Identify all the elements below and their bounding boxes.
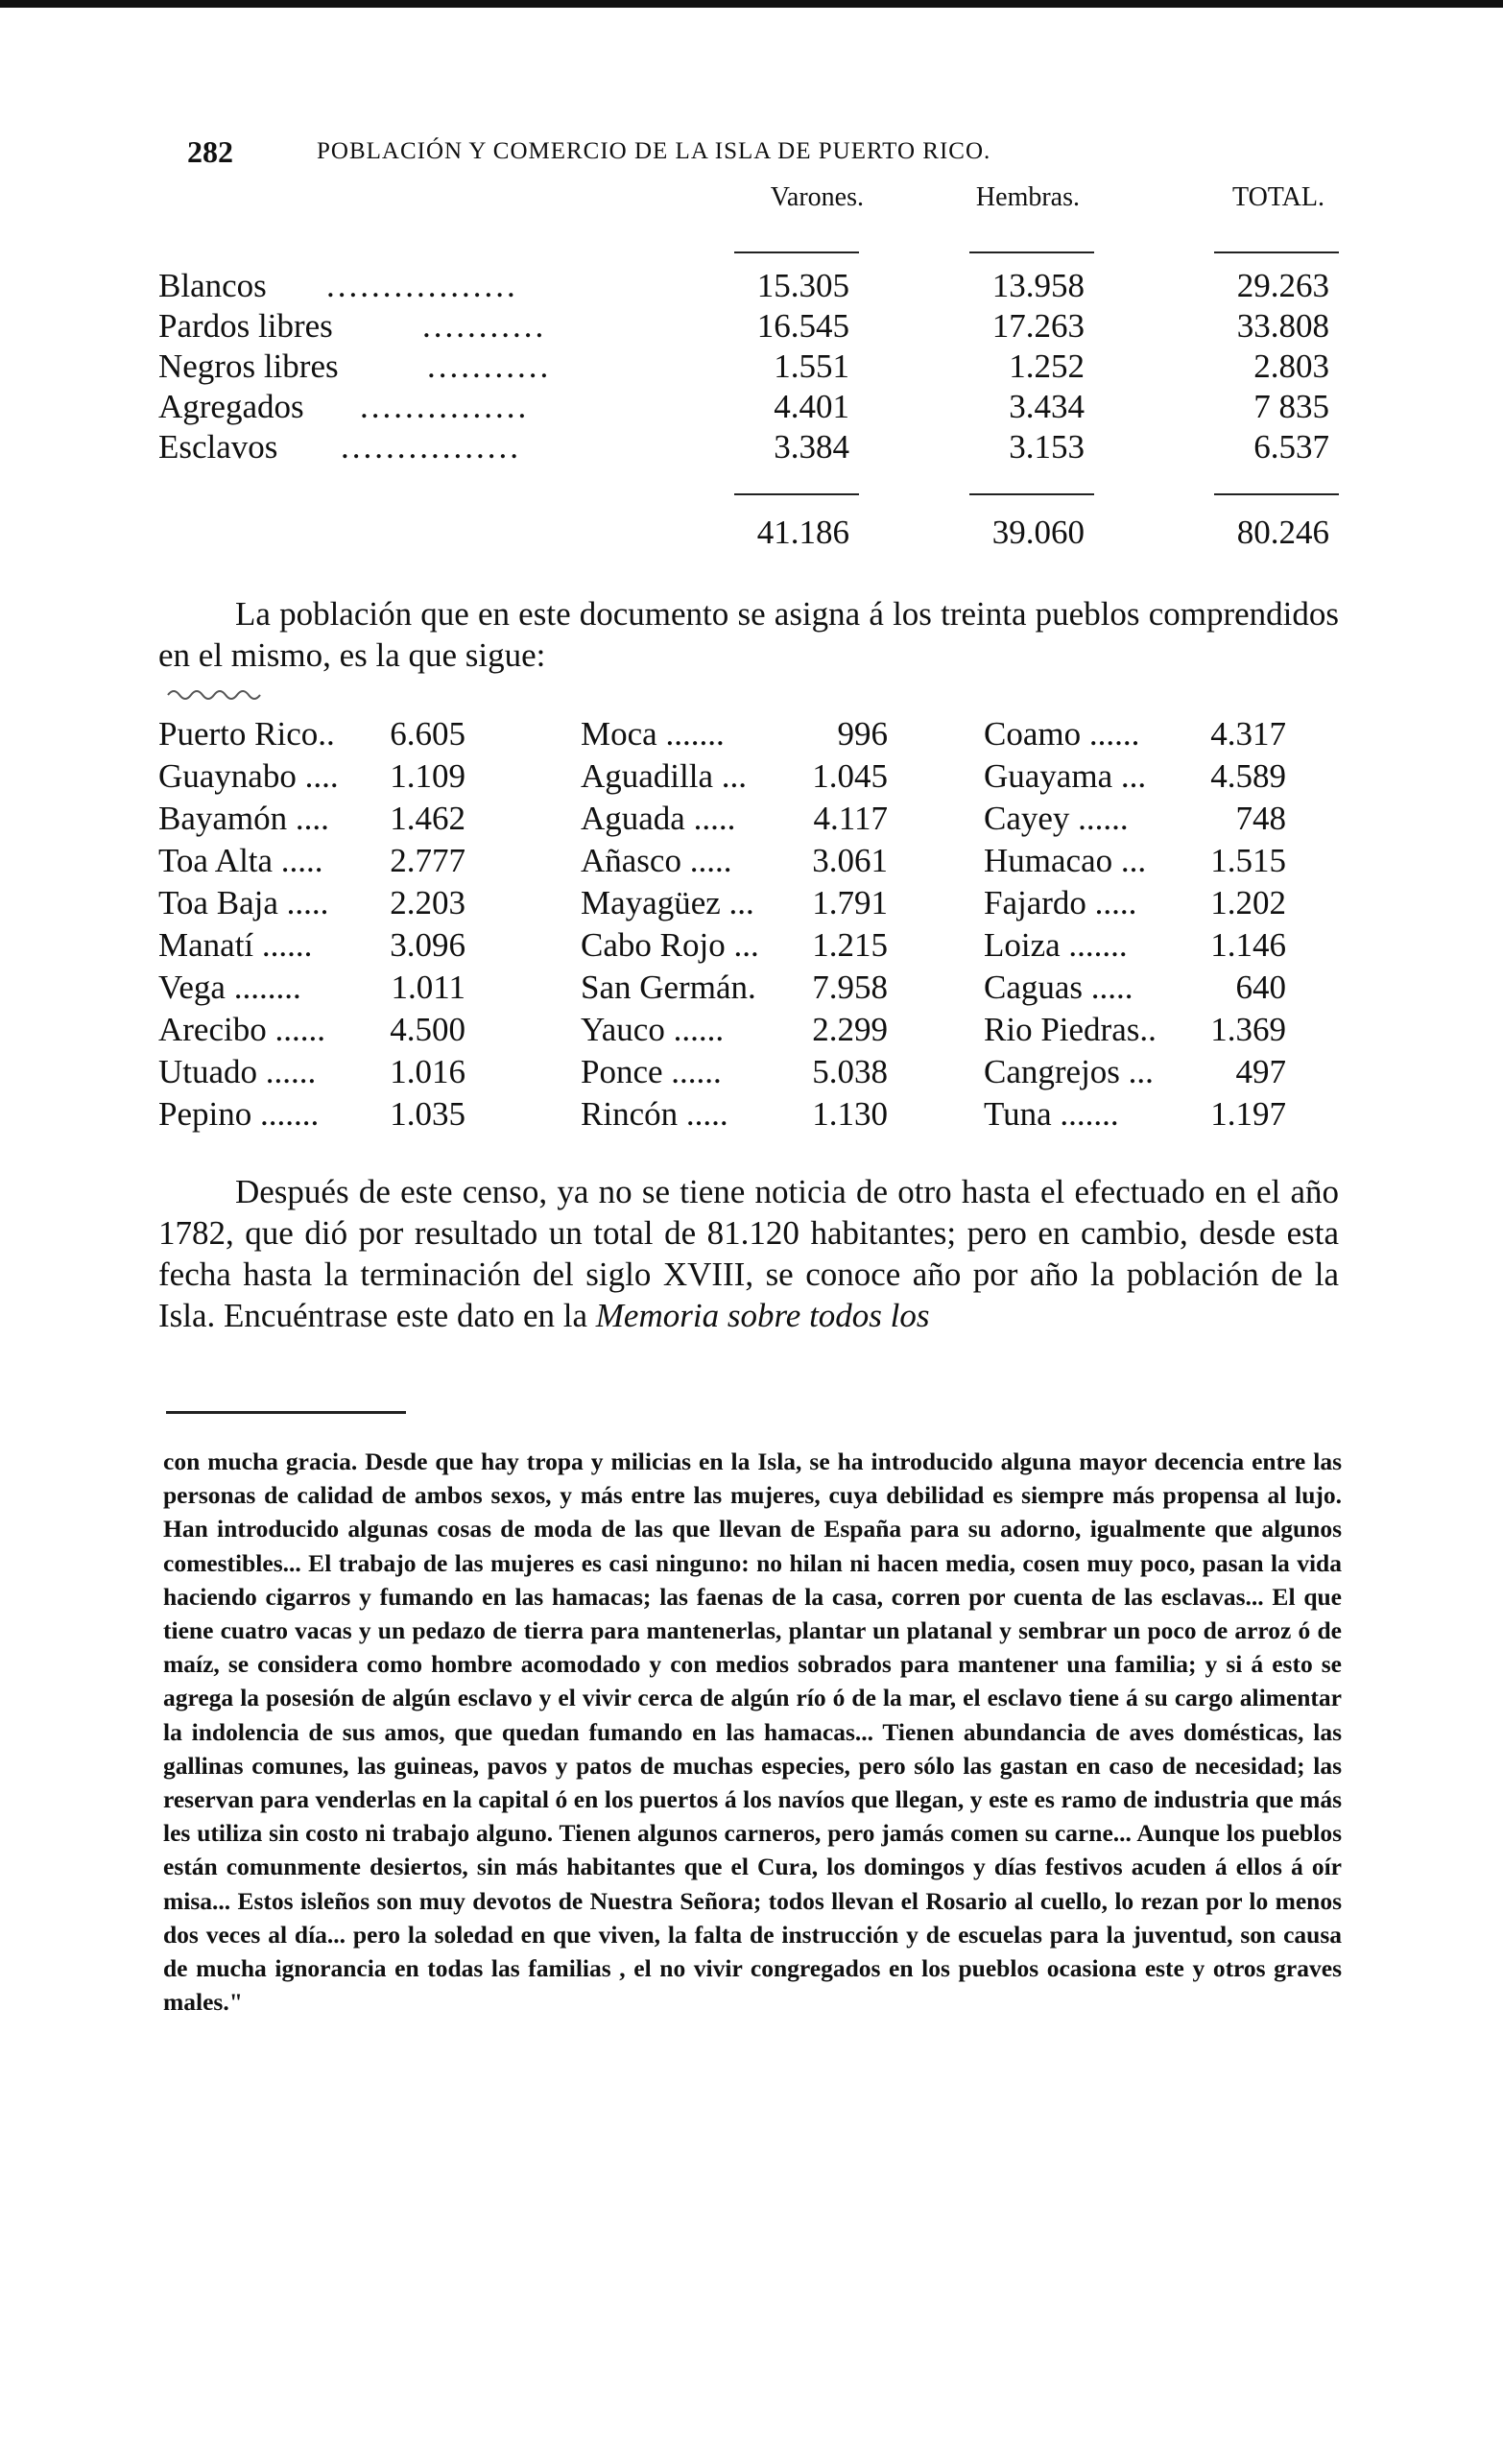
town-entry xyxy=(158,1011,465,1051)
town-name: Manatí ...... xyxy=(158,926,313,964)
leader-dots: ................. xyxy=(326,267,518,304)
town-entry xyxy=(158,757,465,798)
town-population: 3.096 xyxy=(390,926,465,964)
cell-total: 2.803 xyxy=(1253,347,1329,385)
town-population: 3.061 xyxy=(812,842,888,879)
town-name: Loiza ....... xyxy=(984,926,1128,964)
town-entry xyxy=(158,884,465,924)
town-entry xyxy=(158,926,465,967)
cell-total: 6.537 xyxy=(1253,428,1329,466)
leader-dots: ........... xyxy=(427,347,552,385)
town-name: Toa Baja ..... xyxy=(158,884,329,921)
town-name: Rio Piedras.. xyxy=(984,1011,1157,1048)
leader-dots: ................ xyxy=(341,428,521,466)
town-entry xyxy=(984,800,1286,840)
town-entry xyxy=(984,969,1286,1009)
page-number: 282 xyxy=(187,134,233,169)
town-name: Mayagüez ... xyxy=(581,884,754,921)
closing-italic-title: Memoria sobre todos los xyxy=(595,1297,930,1334)
column-rule xyxy=(969,251,1094,253)
column-header-total: TOTAL. xyxy=(1231,182,1324,212)
town-population: 1.130 xyxy=(812,1095,888,1133)
town-entry xyxy=(984,884,1286,924)
town-entry xyxy=(581,800,888,840)
leader-dots: ............... xyxy=(360,388,530,425)
town-name: Fajardo ..... xyxy=(984,884,1137,921)
sum-rule xyxy=(969,493,1094,495)
town-entry xyxy=(984,715,1286,755)
towns-table xyxy=(158,715,1348,1137)
census-row xyxy=(158,307,1348,347)
town-name: Tuna ....... xyxy=(984,1095,1119,1133)
census-row xyxy=(158,388,1348,428)
town-population: 4.589 xyxy=(1210,757,1286,795)
footnote-text: con mucha gracia. Desde que hay tropa y milicias en la Isla, se ha introducido alguna mayor decencia entre las personas de calidad de ambos sexos, y más entre las mujeres, cuya debilidad es siempre más propensa al lujo. Han introducido algunas cosas de moda de las que llevan de España para su adorno, igualmente que algunos comestibles... El trabajo de las mujeres es casi ninguno: no hilan ni hacen media, cosen muy poco, pasan la vida haciendo cigarros y fumando en las hamacas; las faenas de la casa, corren por cuenta de las esclavas... El que tiene cuatro vacas y un pedazo de tierra para mantenerlas, plantar un platanal y sembrar un poco de arroz ó de maíz, se considera como hombre acomodado y con medios sobrados para mantener una familia; y si á esto se agrega la posesión de algún esclavo y el vivir cerca de algún río ó de la mar, el esclavo tiene á su cargo alimentar la indolencia de sus amos, que quedan fumando en las hamacas... Tienen abundancia de aves domésticas, las gallinas comunes, las guineas, pavos y patos de muchas especies, pero sólo las gastan en caso de necesidad; las reservan para venderlas en la capital ó en los puertos á los navíos que llegan, y este es ramo de industria que más les utiliza sin costo ni trabajo alguno. Tienen algunos carneros, pero jamás comen su carne... Aunque los pueblos están comunmente desiertos, sin más habitantes que el Cura, los domingos y días festivos acuden á ellos á oír misa... Estos isleños son muy devotos de Nuestra Señora; todos llevan el Rosario al cuello, lo rezan por lo menos dos veces al día... pero la soledad en que viven, la falta de instrucción y de escuelas para la juventud, son causa de mucha ignorancia en todas las familias , el no vivir congregados en los pueblos ocasiona este y otros graves males." xyxy=(163,1447,1342,2017)
town-population: 748 xyxy=(1235,800,1286,837)
town-name: Puerto Rico.. xyxy=(158,715,335,753)
town-population: 996 xyxy=(837,715,888,753)
town-entry xyxy=(158,800,465,840)
town-population: 497 xyxy=(1235,1053,1286,1090)
leader-dots: ........... xyxy=(422,307,547,345)
town-population: 2.777 xyxy=(390,842,465,879)
town-entry xyxy=(581,1053,888,1093)
census-row xyxy=(158,347,1348,388)
town-name: Coamo ...... xyxy=(984,715,1140,753)
town-entry xyxy=(581,1095,888,1136)
census-row xyxy=(158,267,1348,307)
town-name: Pepino ....... xyxy=(158,1095,320,1133)
cell-varones: 3.384 xyxy=(774,428,849,466)
town-population: 1.016 xyxy=(390,1053,465,1090)
closing-text: Después de este censo, ya no se tiene noticia de otro hasta el efectuado en el año 1782, que dió por resultado un total de 81.120 habitantes; pero en cambio, desde esta fecha hasta la terminación del siglo XVIII, se conoce año por año la población de la Isla. Encuéntrase este dato en la xyxy=(158,1173,1339,1334)
cell-total: 7 835 xyxy=(1253,388,1329,425)
town-population: 1.515 xyxy=(1210,842,1286,879)
town-entry xyxy=(158,715,465,755)
town-population: 4.500 xyxy=(390,1011,465,1048)
row-label: Agregados xyxy=(158,388,304,425)
town-population: 2.203 xyxy=(390,884,465,921)
town-entry xyxy=(158,842,465,882)
town-name: Yauco ...... xyxy=(581,1011,725,1048)
total-hembras: 39.060 xyxy=(991,514,1085,551)
cell-varones: 1.551 xyxy=(774,347,849,385)
town-name: Toa Alta ..... xyxy=(158,842,323,879)
town-population: 7.958 xyxy=(812,969,888,1006)
town-entry xyxy=(581,757,888,798)
column-header-hembras: Hembras. xyxy=(975,182,1080,212)
town-population: 1.791 xyxy=(812,884,888,921)
closing-paragraph xyxy=(158,1171,1339,1382)
row-label: Esclavos xyxy=(158,428,278,466)
census-table xyxy=(158,182,1348,566)
cell-hembras: 3.434 xyxy=(1009,388,1085,425)
cell-varones: 16.545 xyxy=(756,307,849,345)
row-label: Pardos libres xyxy=(158,307,333,345)
town-entry xyxy=(581,926,888,967)
town-population: 1.146 xyxy=(1210,926,1286,964)
cell-varones: 15.305 xyxy=(756,267,849,304)
town-entry xyxy=(984,1095,1286,1136)
town-name: Vega ........ xyxy=(158,969,301,1006)
town-name: Guaynabo .... xyxy=(158,757,339,795)
town-population: 1.215 xyxy=(812,926,888,964)
cell-hembras: 17.263 xyxy=(991,307,1085,345)
town-entry xyxy=(158,969,465,1009)
town-name: Utuado ...... xyxy=(158,1053,317,1090)
town-entry xyxy=(581,969,888,1009)
print-mark-icon xyxy=(166,683,281,703)
town-name: Rincón ..... xyxy=(581,1095,728,1133)
town-population: 1.109 xyxy=(390,757,465,795)
town-population: 1.369 xyxy=(1210,1011,1286,1048)
intro-paragraph xyxy=(158,593,1339,680)
town-population: 1.202 xyxy=(1210,884,1286,921)
town-population: 5.038 xyxy=(812,1053,888,1090)
town-population: 4.117 xyxy=(813,800,888,837)
town-name: Arecibo ...... xyxy=(158,1011,325,1048)
town-name: Aguada ..... xyxy=(581,800,736,837)
town-population: 1.035 xyxy=(390,1095,465,1133)
town-name: San Germán. xyxy=(581,969,756,1006)
town-entry xyxy=(581,884,888,924)
town-name: Caguas ..... xyxy=(984,969,1133,1006)
footnote xyxy=(163,1445,1342,2443)
town-population: 1.045 xyxy=(812,757,888,795)
town-entry xyxy=(984,926,1286,967)
town-name: Añasco ..... xyxy=(581,842,732,879)
town-entry xyxy=(984,757,1286,798)
town-name: Ponce ...... xyxy=(581,1053,722,1090)
total-total: 80.246 xyxy=(1236,514,1329,551)
town-name: Moca ....... xyxy=(581,715,725,753)
intro-text: La población que en este documento se asigna á los treinta pueblos comprendidos en el mismo, es la que sigue: xyxy=(158,595,1339,674)
town-population: 640 xyxy=(1235,969,1286,1006)
town-name: Guayama ... xyxy=(984,757,1147,795)
sum-rule xyxy=(734,493,859,495)
column-rule xyxy=(1214,251,1339,253)
town-entry xyxy=(984,1011,1286,1051)
town-entry xyxy=(984,842,1286,882)
town-entry xyxy=(158,1095,465,1136)
running-title: POBLACIÓN Y COMERCIO DE LA ISLA DE PUERTO RICO. xyxy=(317,138,991,164)
town-population: 1.197 xyxy=(1210,1095,1286,1133)
town-population: 1.462 xyxy=(390,800,465,837)
census-row xyxy=(158,428,1348,468)
town-entry xyxy=(984,1053,1286,1093)
row-label: Negros libres xyxy=(158,347,339,385)
page-top-edge xyxy=(0,0,1503,8)
town-entry xyxy=(581,715,888,755)
town-name: Bayamón .... xyxy=(158,800,329,837)
census-totals-row xyxy=(158,514,1348,554)
town-name: Humacao ... xyxy=(984,842,1147,879)
cell-hembras: 13.958 xyxy=(991,267,1085,304)
town-entry xyxy=(581,842,888,882)
cell-hembras: 3.153 xyxy=(1009,428,1085,466)
column-header-varones: Varones. xyxy=(770,182,864,212)
column-rule xyxy=(734,251,859,253)
sum-rule xyxy=(1214,493,1339,495)
row-label: Blancos xyxy=(158,267,267,304)
cell-total: 29.263 xyxy=(1236,267,1329,304)
cell-varones: 4.401 xyxy=(774,388,849,425)
town-name: Cabo Rojo ... xyxy=(581,926,759,964)
town-population: 1.011 xyxy=(391,969,465,1006)
cell-total: 33.808 xyxy=(1236,307,1329,345)
town-population: 2.299 xyxy=(812,1011,888,1048)
footnote-rule xyxy=(166,1411,406,1414)
cell-hembras: 1.252 xyxy=(1009,347,1085,385)
town-population: 4.317 xyxy=(1210,715,1286,753)
town-entry xyxy=(581,1011,888,1051)
town-name: Aguadilla ... xyxy=(581,757,748,795)
town-population: 6.605 xyxy=(390,715,465,753)
page-header xyxy=(187,134,1339,173)
town-name: Cangrejos ... xyxy=(984,1053,1154,1090)
town-name: Cayey ...... xyxy=(984,800,1129,837)
total-varones: 41.186 xyxy=(756,514,849,551)
town-entry xyxy=(158,1053,465,1093)
